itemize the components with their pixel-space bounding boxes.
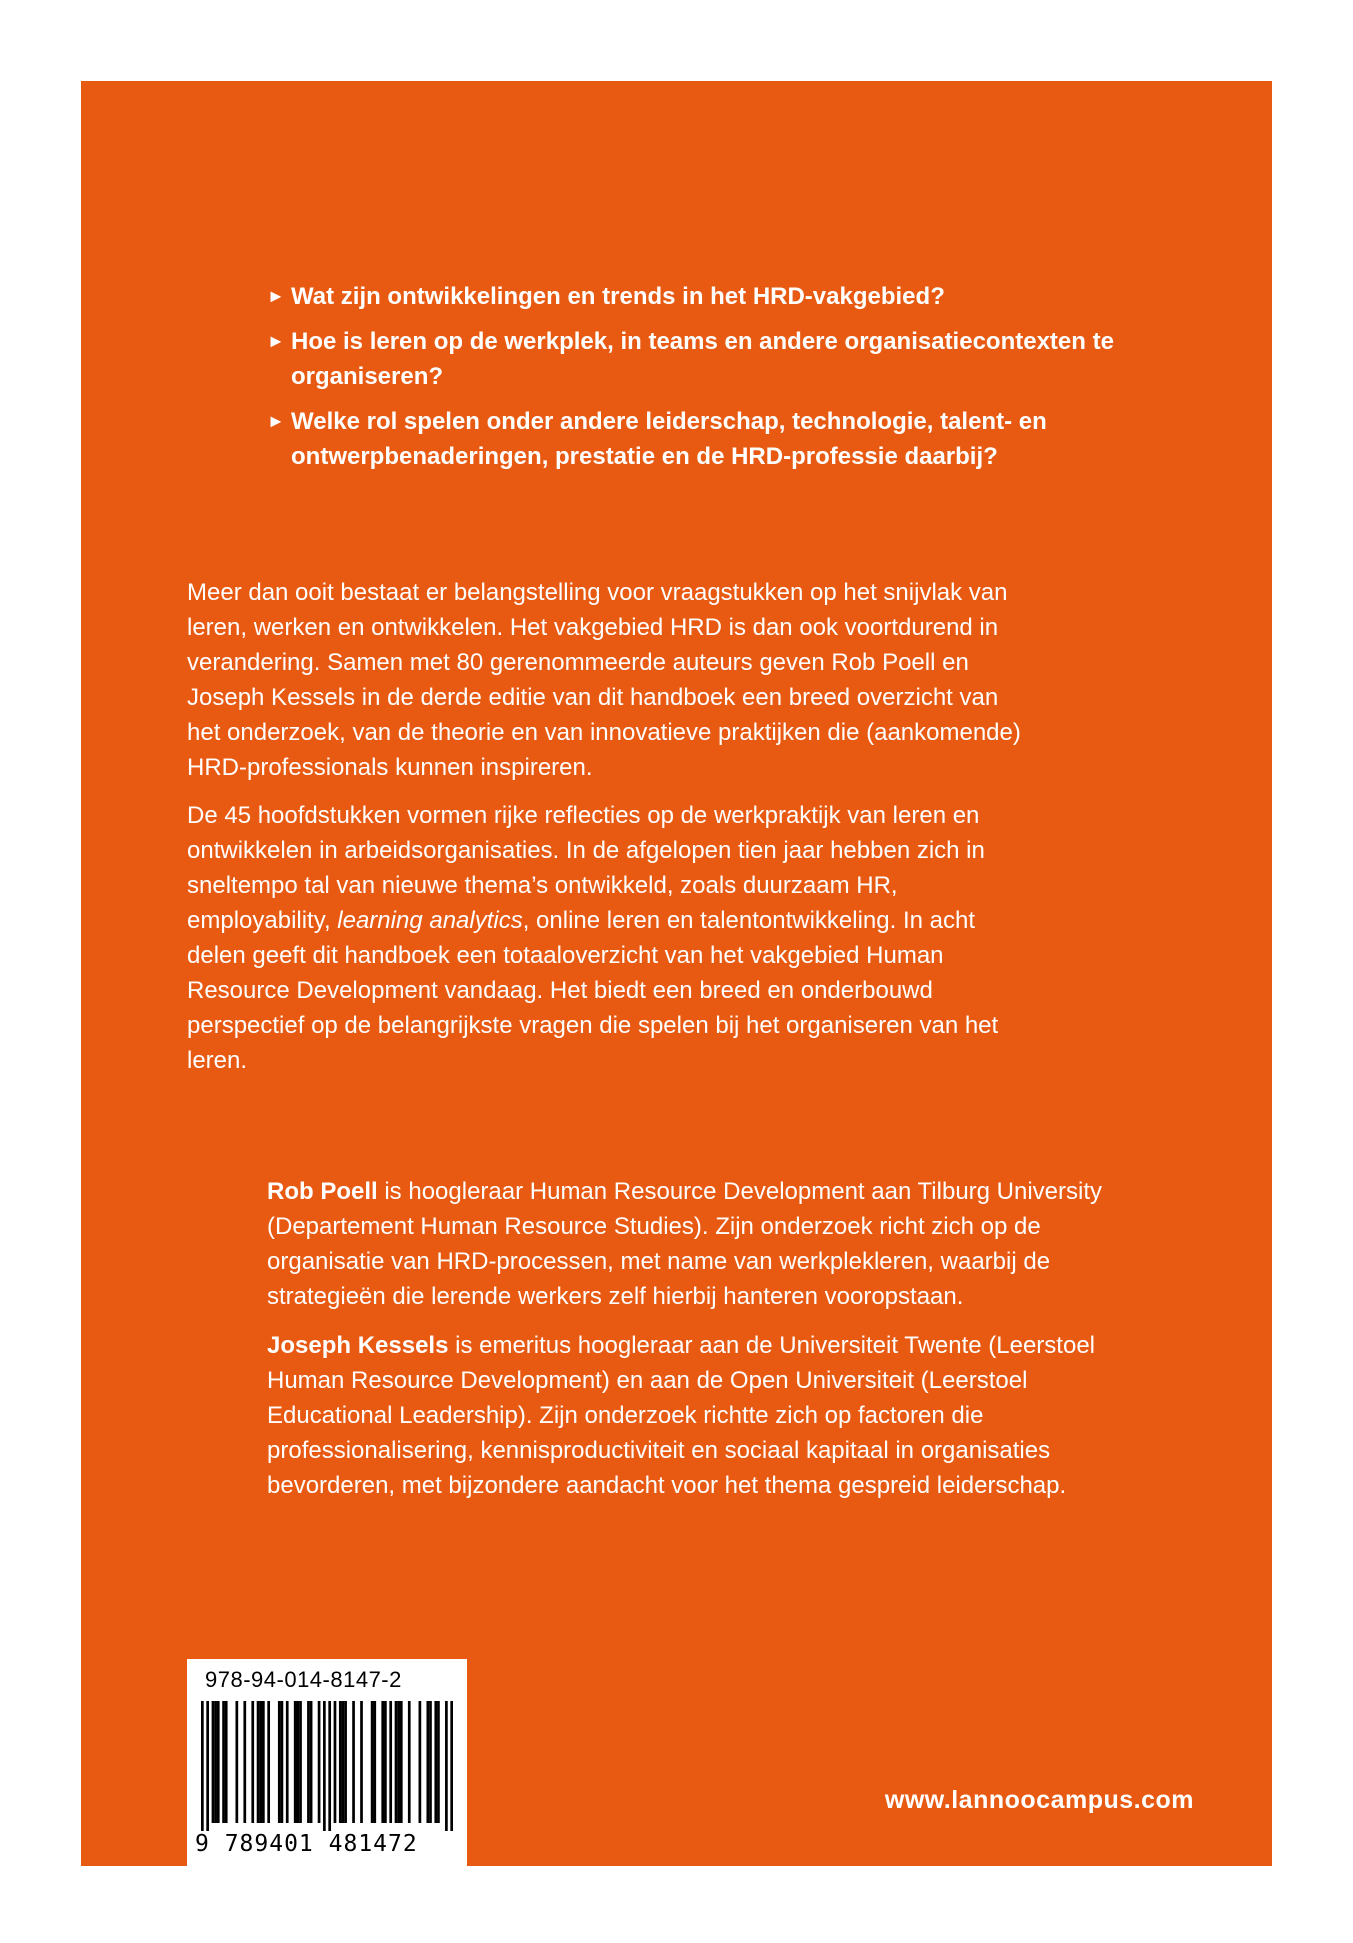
description-paragraph <box>187 798 1027 1078</box>
barcode-bar <box>437 1701 440 1823</box>
question-item <box>267 279 1167 314</box>
barcode-bar <box>328 1701 331 1831</box>
barcode-bar <box>360 1701 363 1823</box>
barcode-bar <box>296 1701 299 1823</box>
author-name: Rob Poell <box>267 1178 378 1205</box>
barcode-bar <box>214 1701 217 1823</box>
isbn-label: 978-94-014-8147-2 <box>205 1667 402 1692</box>
barcode-bar <box>434 1701 437 1823</box>
barcode-bar <box>235 1701 238 1823</box>
barcode-bar <box>267 1701 270 1823</box>
barcode-bar <box>206 1701 209 1831</box>
barcode-bar <box>429 1701 432 1823</box>
barcode-bar <box>384 1701 387 1823</box>
barcode-bar <box>201 1701 204 1831</box>
barcode-bar <box>426 1701 429 1823</box>
barcode-bars <box>201 1701 453 1831</box>
ean-digits: 9 789401 481472 <box>195 1831 418 1857</box>
barcode-bar <box>318 1701 321 1823</box>
description-text: De 45 hoofdstukken vormen rijke reflecties op de werkpraktijk van leren en ontwikkelen in arbeidsorganisaties. In de afgelopen tien jaar hebben zich in sneltempo tal van nieuwe thema’s ontwikkeld, zoals duurzaam HR, employability, <box>187 802 985 934</box>
barcode-bar <box>395 1701 398 1823</box>
author-name: Joseph Kessels <box>267 1332 449 1359</box>
barcode-bar <box>445 1701 448 1831</box>
triangle-bullet-icon: ► <box>267 411 285 431</box>
barcode-bar <box>389 1701 392 1823</box>
barcode-bar <box>217 1701 220 1823</box>
question-text: Wat zijn ontwikkelingen en trends in het HRD-vakgebied? <box>291 283 945 310</box>
barcode-bar <box>281 1701 284 1823</box>
barcode-bar <box>371 1701 374 1823</box>
author-bio-text: is hoogleraar Human Resource Development aan Tilburg University (Departement Human Resource Studies). Zijn onderzoek richt zich op de organisatie van HRD-processen, met name van werkplekleren, waarbij de strategieën die lerende werkers zelf hierbij hanteren vooropstaan. <box>267 1178 1103 1310</box>
back-cover <box>81 81 1272 1866</box>
barcode-bar <box>212 1701 215 1823</box>
barcode-bar <box>262 1701 265 1823</box>
isbn-barcode <box>187 1659 467 1866</box>
barcode-bar <box>400 1701 403 1823</box>
description-italic-term: learning analytics <box>337 907 523 934</box>
barcode-bar <box>310 1701 313 1823</box>
barcode-bar <box>419 1701 422 1823</box>
barcode-bar <box>251 1701 254 1823</box>
question-list <box>267 279 1167 484</box>
description-text: , online leren en talentontwikkeling. In acht delen geeft dit handboek een totaaloverzicht van het vakgebied Human Resource Development vandaag. Het biedt een breed en onderbouwd perspectief op de belangrijkste vragen die spelen bij het organiseren van het leren. <box>187 907 999 1074</box>
barcode-bar <box>344 1701 347 1823</box>
barcode-bar <box>381 1701 384 1823</box>
barcode-bar <box>339 1701 342 1823</box>
barcode-bar <box>373 1701 376 1823</box>
publisher-website: www.lannoocampus.com <box>884 1786 1194 1814</box>
author-bio <box>267 1328 1127 1503</box>
barcode-bar <box>278 1701 281 1823</box>
barcode-bar <box>342 1701 345 1823</box>
question-item <box>267 404 1167 474</box>
barcode-bar <box>450 1701 453 1831</box>
barcode-bar <box>352 1701 355 1823</box>
question-text: Welke rol spelen onder andere leiderschap, technologie, talent- en ontwerpbenaderingen, prestatie en de HRD-professie daarbij? <box>291 408 1047 470</box>
barcode-bar <box>286 1701 289 1823</box>
description-paragraph: Meer dan ooit bestaat er belangstelling voor vraagstukken op het snijvlak van leren, werken en ontwikkelen. Het vakgebied HRD is dan ook voortdurend in verandering. Samen met 80 gerenommeerde auteurs geven Rob Poell en Joseph Kessels in de derde editie van dit handboek een breed overzicht van het onderzoek, van de theorie en van innovatieve praktijken die (aankomende) HRD-professionals kunnen inspireren. <box>187 579 1021 781</box>
barcode-bar <box>294 1701 297 1823</box>
question-item <box>267 324 1167 394</box>
author-bio-text: is emeritus hoogleraar aan de Universiteit Twente (Leerstoel Human Resource Development) en aan de Open Universiteit (Leerstoel Educational Leadership). Zijn onderzoek richtte zich op factoren die professionalisering, kennisproductiviteit en sociaal kapitaal in organisaties bevorderen, met bijzondere aandacht voor het thema gespreid leiderschap. <box>267 1332 1095 1499</box>
barcode-bar <box>243 1701 246 1823</box>
barcode-bar <box>408 1701 411 1823</box>
barcode-bar <box>299 1701 302 1823</box>
question-text: Hoe is leren op de werkplek, in teams en andere organisatiecontexten te organiseren? <box>291 328 1114 390</box>
barcode-bar <box>257 1701 260 1823</box>
barcode-bar <box>225 1701 228 1823</box>
triangle-bullet-icon: ► <box>267 331 285 351</box>
author-bios <box>267 1174 1127 1517</box>
barcode-bar <box>323 1701 326 1831</box>
book-description <box>187 575 1027 1091</box>
author-bio <box>267 1174 1127 1314</box>
barcode-bar <box>397 1701 400 1823</box>
barcode-bar <box>259 1701 262 1823</box>
barcode-bar <box>307 1701 310 1823</box>
barcode-bar <box>334 1701 337 1823</box>
barcode-bar <box>222 1701 225 1823</box>
triangle-bullet-icon: ► <box>267 286 285 306</box>
